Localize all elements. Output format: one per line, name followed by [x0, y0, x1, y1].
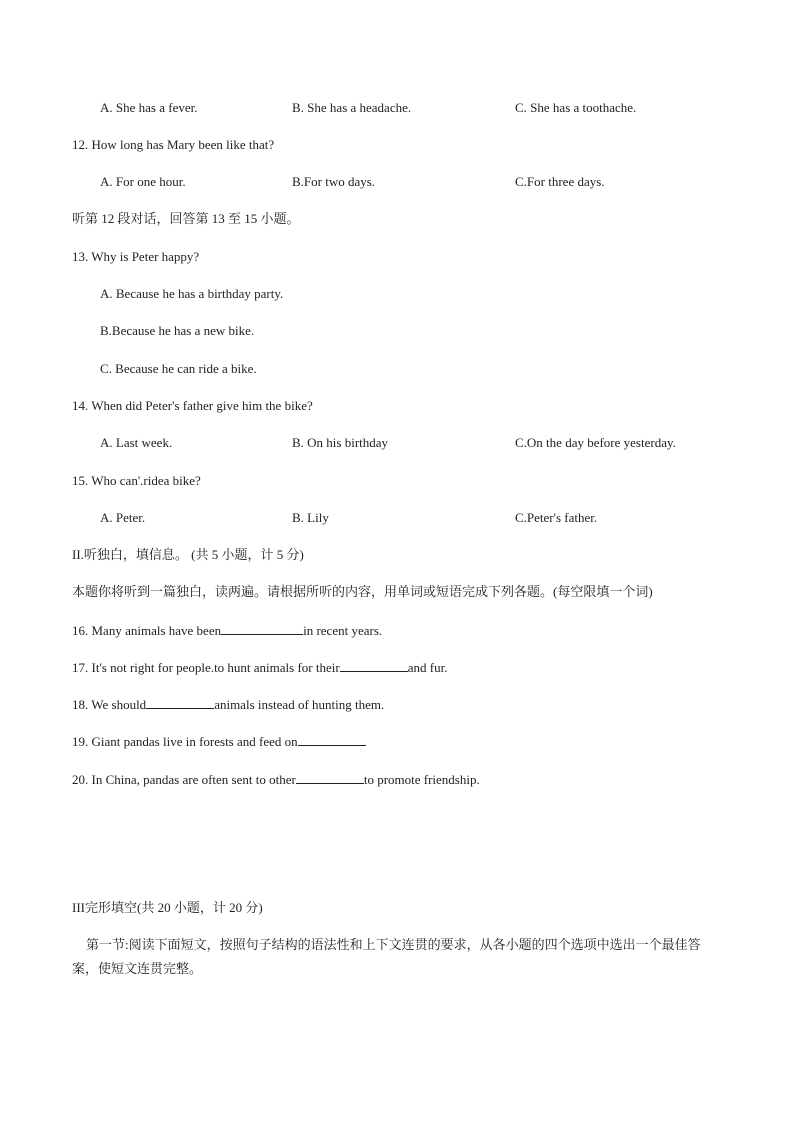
- fill-question-20: [72, 770, 480, 789]
- q11-option-a: A. She has a fever.: [100, 100, 198, 115]
- dialog-instruction: 听第 12 段对话，回答第 13 至 15 小题。: [72, 211, 300, 226]
- fill-20-blank[interactable]: [296, 770, 364, 784]
- q14-question: 14. When did Peter's father give him the bike?: [72, 398, 313, 413]
- fill-16-after: in recent years.: [303, 623, 383, 638]
- fill-question-16: [72, 621, 382, 640]
- fill-16-blank[interactable]: [221, 621, 303, 635]
- q15-question: 15. Who can'.ridea bike?: [72, 473, 201, 488]
- fill-20-after: to promote friendship.: [363, 772, 480, 787]
- section3-title: III完形填空(共 20 小题，计 20 分): [72, 900, 263, 915]
- section3-instruction: 第一节:阅读下面短文，按照句子结构的语法性和上下文连贯的要求，从各小题的四个选项中选出一个最佳答案，使短文连贯完整。: [72, 937, 701, 976]
- fill-question-18: [72, 695, 384, 714]
- q14-option-c: C.On the day before yesterday.: [515, 435, 676, 450]
- fill-17-after: and fur.: [407, 660, 448, 675]
- q13-option-a: A. Because he has a birthday party.: [100, 286, 284, 301]
- q14-option-b: B. On his birthday: [292, 435, 389, 450]
- q13-question: 13. Why is Peter happy?: [72, 249, 200, 264]
- fill-18-after: animals instead of hunting them.: [214, 697, 385, 712]
- q12-option-b: B.For two days.: [292, 174, 376, 189]
- fill-20-before: 20. In China, pandas are often sent to other: [72, 772, 296, 787]
- q15-option-b: B. Lily: [292, 510, 329, 525]
- fill-17-blank[interactable]: [340, 658, 408, 672]
- q15-option-c: C.Peter's father.: [515, 510, 598, 525]
- q13-option-b: B.Because he has a new bike.: [100, 323, 255, 338]
- fill-19-before: 19. Giant pandas live in forests and feed on: [72, 734, 298, 749]
- q14-option-a: A. Last week.: [100, 435, 173, 450]
- fill-16-before: 16. Many animals have been: [72, 623, 222, 638]
- section2-title: II.听独白，填信息。 (共 5 小题，计 5 分): [72, 547, 304, 562]
- fill-18-before: 18. We should: [72, 697, 147, 712]
- q12-option-c: C.For three days.: [515, 174, 605, 189]
- fill-18-blank[interactable]: [146, 695, 214, 709]
- fill-question-19: [72, 732, 366, 751]
- fill-question-17: [72, 658, 447, 677]
- q15-option-a: A. Peter.: [100, 510, 146, 525]
- fill-19-blank[interactable]: [298, 732, 366, 746]
- fill-17-before: 17. It's not right for people.to hunt animals for their: [72, 660, 340, 675]
- q11-option-b: B. She has a headache.: [292, 100, 412, 115]
- q12-question: 12. How long has Mary been like that?: [72, 137, 275, 152]
- q11-option-c: C. She has a toothache.: [515, 100, 637, 115]
- q12-option-a: A. For one hour.: [100, 174, 186, 189]
- q13-option-c: C. Because he can ride a bike.: [100, 361, 257, 376]
- section2-instruction: 本题你将听到一篇独白，读两遍。请根据所听的内容，用单词或短语完成下列各题。(每空限填一个词): [72, 584, 653, 599]
